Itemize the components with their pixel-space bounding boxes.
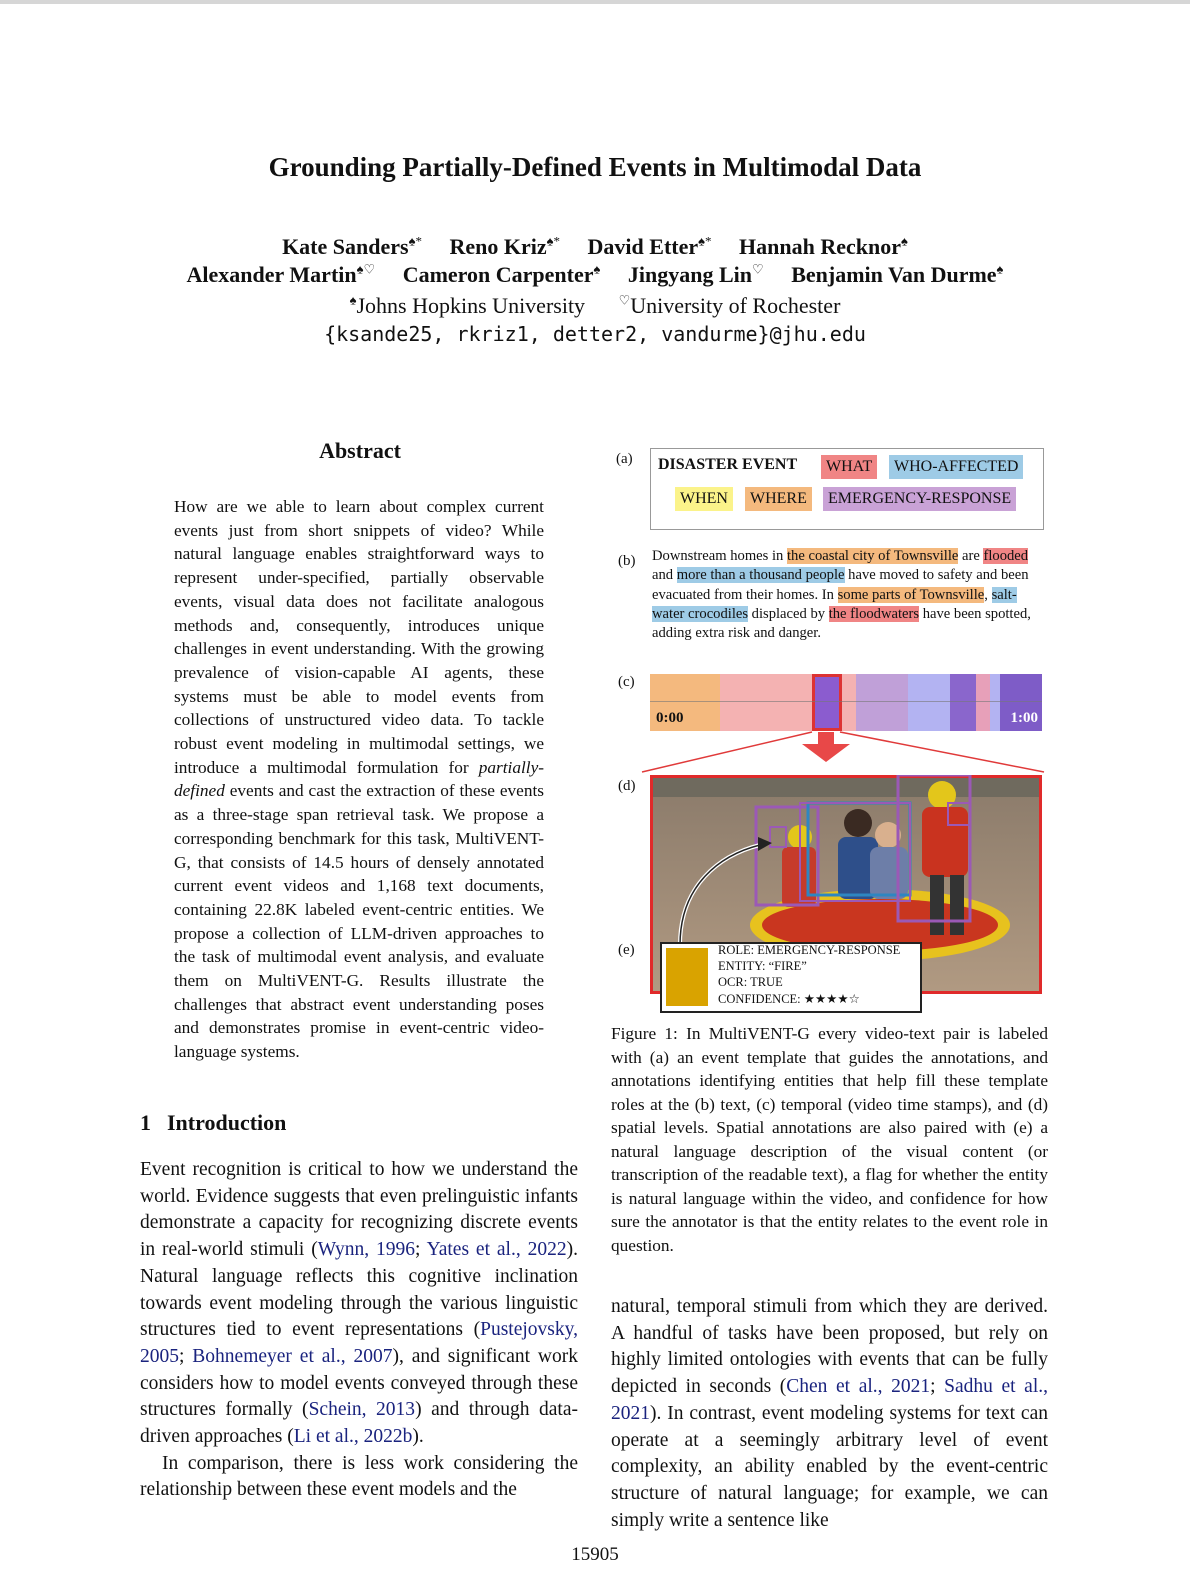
highlight-what: the floodwaters bbox=[828, 605, 920, 622]
timeline-segment bbox=[950, 674, 976, 731]
affiliation: ♡University of Rochester bbox=[618, 293, 841, 319]
section-heading-introduction: 1 Introduction bbox=[140, 1110, 287, 1135]
figure-label-c: (c) bbox=[618, 674, 635, 690]
citation-link[interactable]: Yates et al., 2022 bbox=[426, 1239, 567, 1261]
author: Reno Kriz♠* bbox=[449, 234, 561, 260]
snippet-text: and bbox=[652, 567, 677, 584]
snippet-text: Downstream homes in bbox=[652, 548, 787, 564]
timeline-segment bbox=[976, 674, 990, 731]
highlight-who: salt-water crocodiles bbox=[652, 586, 1017, 622]
intro-paragraph-1: Event recognition is critical to how we understand the world. Evidence suggests that even prelinguistic infants demonstrate a capacity for recognizing discrete events in real-world stimuli (Wynn, 1996; Yates et al., 2022). Natural language reflects this cognitive inclination towards event modeling through the various linguistic structures tied to event representations (Pustejovsky, 2005; Bohnemeyer et al., 2007), and significant work considers how to model events conveyed through these structures formally (Schein, 2013) and through data-driven approaches (Li et al., 2022b). bbox=[140, 1159, 578, 1448]
introduction-text-col2: natural, temporal stimuli from which they are derived. A handful of tasks have been proposed, but rely on highly limited ontologies with events that can be fully depicted in seconds (Chen et al., 2021; Sadhu et al., 2021). In contrast, event modeling systems for text can operate at a seemingly arbitrary level of event complexity, an ability enabled by the event-centric structure of natural language; for example, we can simply write a sentence like bbox=[611, 1296, 1049, 1531]
video-timeline bbox=[650, 674, 1042, 731]
zoom-connector bbox=[640, 730, 1050, 780]
timeline-segment-selected bbox=[812, 674, 842, 731]
figure-label-a: (a) bbox=[616, 451, 633, 467]
citation-link[interactable]: Chen et al., 2021 bbox=[786, 1376, 931, 1398]
tag-when: WHEN bbox=[675, 487, 733, 511]
entity-thumbnail bbox=[666, 948, 708, 1006]
snippet-text: have moved to safety and been evacuated from their homes. In bbox=[652, 567, 1029, 603]
author: Kate Sanders♠* bbox=[282, 234, 422, 260]
citation-link[interactable]: Pustejovsky, 2005 bbox=[140, 1319, 578, 1367]
citation-link[interactable]: Sadhu et al., 2021 bbox=[611, 1376, 1049, 1424]
affiliation: ♠Johns Hopkins University bbox=[349, 293, 586, 319]
viewer-top-border bbox=[0, 0, 1190, 4]
template-title: DISASTER EVENT bbox=[658, 456, 798, 473]
author: Benjamin Van Durme♠ bbox=[791, 262, 1004, 288]
author: David Etter♠* bbox=[587, 234, 712, 260]
entity-info-box bbox=[660, 942, 922, 1013]
abstract-heading: Abstract bbox=[319, 438, 401, 463]
timeline-segment bbox=[842, 674, 856, 731]
figure-label-e: (e) bbox=[618, 942, 635, 958]
intro-paragraph-2: In comparison, there is less work considering the relationship between these event models and the bbox=[140, 1452, 578, 1501]
abstract-text: How are we able to learn about complex current events just from short snippets of video? While natural language enables straightforward ways to represent under-specified, partially observable events, visual data does not facilitate analogous methods and, consequently, introduces unique challenges in event understanding. With the growing prevalence of vision-capable AI agents, these systems must be able to model events from collections of unstructured video data. To tackle robust event modeling in multimodal settings, we introduce a multimodal formulation for partially-defined events and cast the extraction of these events as a three-stage span retrieval task. We propose a corresponding benchmark for this task, MultiVENT-G, that consists of 14.5 hours of densely annotated current event videos and 1,168 text documents, containing 22.8K labeled event-centric entities. We propose a collection of LLM-driven approaches to the task of multimodal event analysis, and evaluate them on MultiVENT-G. Results illustrate the challenges that abstract event understanding poses and demonstrates promise in event-centric video-language systems. bbox=[174, 497, 544, 1062]
snippet-text: are bbox=[958, 548, 984, 564]
highlight-what: flooded bbox=[983, 548, 1029, 564]
timeline-start: 0:00 bbox=[656, 710, 684, 726]
citation-link[interactable]: Bohnemeyer et al., 2007 bbox=[192, 1345, 393, 1367]
figure-label-d: (d) bbox=[618, 778, 636, 794]
timeline-end: 1:00 bbox=[1010, 710, 1038, 726]
author: Cameron Carpenter♠ bbox=[402, 262, 601, 288]
snippet-text: have been spotted, adding extra risk and danger. bbox=[652, 605, 1031, 642]
paper-title: Grounding Partially-Defined Events in Multimodal Data bbox=[268, 152, 922, 182]
author: Jingyang Lin♡ bbox=[627, 262, 764, 288]
timeline-segment bbox=[990, 674, 1000, 731]
affiliations bbox=[0, 293, 1190, 319]
snippet-text: displaced by bbox=[748, 605, 829, 622]
author-row-1 bbox=[0, 234, 1190, 260]
author: Alexander Martin♠♡ bbox=[186, 262, 376, 288]
info-role: ROLE: EMERGENCY-RESPONSE bbox=[718, 943, 901, 957]
tag-emergency-response: EMERGENCY-RESPONSE bbox=[823, 487, 1016, 511]
page-number: 15905 bbox=[571, 1544, 619, 1565]
author: Hannah Recknor♠ bbox=[739, 234, 908, 260]
info-entity: ENTITY: “FIRE” bbox=[718, 959, 807, 973]
tag-who-affected: WHO-AFFECTED bbox=[889, 455, 1023, 479]
info-ocr: OCR: TRUE bbox=[718, 975, 783, 989]
timeline-segment bbox=[720, 674, 812, 731]
highlight-where: some parts of Townsville bbox=[837, 586, 985, 603]
author-row-2 bbox=[0, 262, 1190, 288]
info-confidence: CONFIDENCE: ★★★★☆ bbox=[718, 992, 860, 1006]
citation-link[interactable]: Schein, 2013 bbox=[308, 1399, 416, 1421]
tag-what: WHAT bbox=[821, 455, 877, 479]
highlight-who: more than a thousand people bbox=[676, 567, 845, 584]
citation-link[interactable]: Wynn, 1996 bbox=[317, 1239, 415, 1261]
timeline-segment bbox=[856, 674, 908, 731]
snippet-text: , bbox=[984, 586, 992, 603]
introduction-text bbox=[140, 1157, 578, 1504]
tag-where: WHERE bbox=[745, 487, 812, 511]
figure-label-b: (b) bbox=[618, 553, 636, 569]
author-emails: {ksande25, rkriz1, detter2, vandurme}@jhu.edu bbox=[324, 322, 866, 346]
figure-caption: Figure 1: In MultiVENT-G every video-text pair is labeled with (a) an event template that guides the annotations, and annotations identifying entities that help fill these template roles at the (b) text, (c) temporal (video time stamps), and (d) spatial levels. Spatial annotations are also paired with (e) a natural language description of the visual content (or transcription of the readable text), a flag for whether the entity is natural language within the video, and confidence for how sure the annotator is that the entity relates to the event role in question. bbox=[611, 1024, 1048, 1255]
annotated-text-snippet bbox=[652, 547, 1044, 643]
event-template-box bbox=[650, 448, 1044, 530]
timeline-segment bbox=[908, 674, 950, 731]
citation-link[interactable]: Li et al., 2022b bbox=[293, 1426, 413, 1448]
audio-waveform bbox=[650, 701, 1042, 702]
highlight-where: the coastal city of Townsville bbox=[786, 548, 959, 564]
